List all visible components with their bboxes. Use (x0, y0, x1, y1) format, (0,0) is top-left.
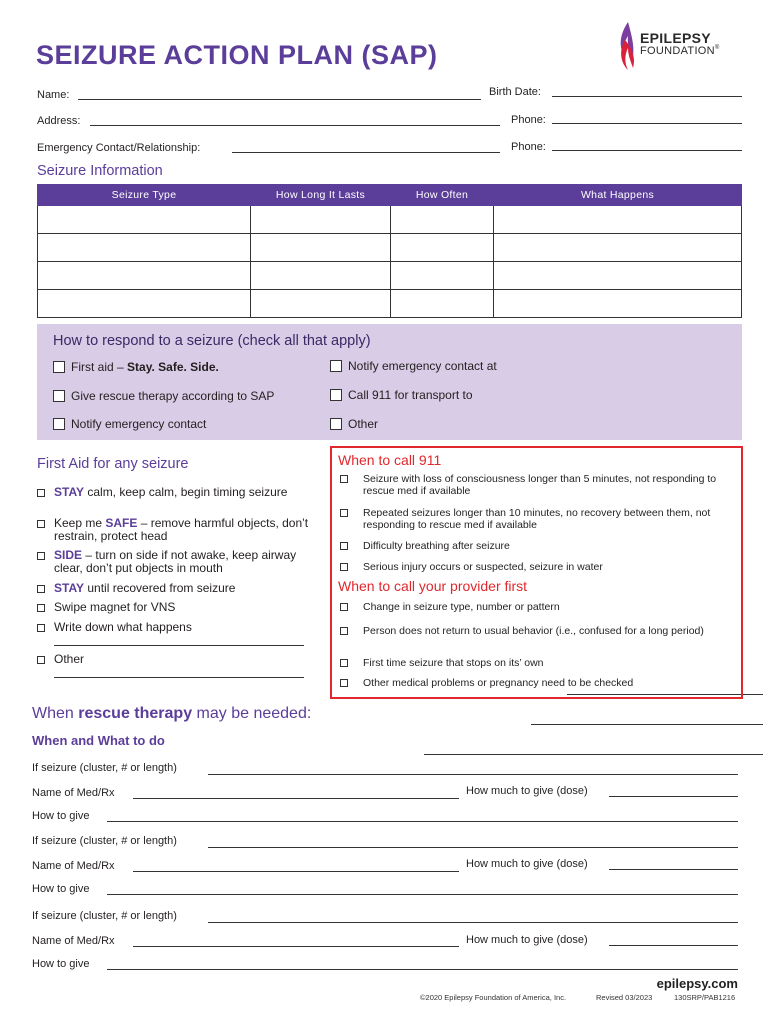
first-aid-item-text: calm, keep calm, begin timing seizure (84, 485, 288, 499)
checkbox[interactable] (340, 509, 348, 517)
respond-panel (37, 324, 742, 440)
table-cell[interactable] (38, 234, 251, 262)
first-aid-item-text: Write down what happens (54, 620, 192, 634)
write-down-field[interactable] (54, 645, 304, 646)
col-how-often: How Often (391, 185, 494, 206)
logo-trademark: ® (714, 45, 720, 51)
table-cell[interactable] (391, 290, 494, 318)
birth-date-field[interactable] (552, 96, 742, 97)
med-name-field[interactable] (133, 798, 459, 799)
call-provider-heading: When to call your provider first (338, 578, 528, 594)
seizure-info-heading: Seizure Information (37, 163, 163, 179)
respond-call-911[interactable] (330, 388, 473, 402)
respond-first-aid-label (71, 360, 219, 374)
respond-other-label: Other (348, 417, 379, 431)
respond-other-field[interactable] (424, 754, 763, 755)
address-field[interactable] (90, 125, 500, 126)
respond-call-911-label: Call 911 for transport to (348, 388, 473, 402)
respond-rescue-label: Give rescue therapy according to SAP (71, 389, 275, 403)
first-aid-other-field[interactable] (54, 677, 304, 678)
call-provider-item-text: First time seizure that stops on its’ own (363, 657, 544, 669)
table-cell[interactable] (38, 290, 251, 318)
first-aid-item-text: until recovered from seizure (84, 581, 236, 595)
checkbox[interactable] (340, 679, 348, 687)
logo-subtitle-text: FOUNDATION (640, 45, 715, 57)
table-cell[interactable] (391, 262, 494, 290)
respond-notify[interactable] (53, 417, 206, 431)
checkbox[interactable] (37, 604, 45, 612)
med-name-field[interactable] (133, 871, 459, 872)
table-row (38, 206, 742, 234)
table-cell[interactable] (251, 234, 391, 262)
rescue-heading-suffix: may be needed: (192, 705, 312, 722)
if-seizure-field[interactable] (208, 847, 738, 848)
table-cell[interactable] (251, 206, 391, 234)
checkbox[interactable] (340, 659, 348, 667)
emergency-phone-field[interactable] (552, 150, 742, 151)
call-provider-item-text: Other medical problems or pregnancy need to be checked (363, 677, 634, 689)
col-how-long: How Long It Lasts (251, 185, 391, 206)
respond-notify-label: Notify emergency contact (71, 417, 207, 431)
checkbox[interactable] (37, 656, 45, 664)
table-cell[interactable] (494, 234, 742, 262)
table-cell[interactable] (251, 290, 391, 318)
med-name-label: Name of Med/Rx (32, 860, 115, 872)
address-label: Address: (37, 115, 81, 127)
checkbox[interactable] (37, 520, 45, 528)
med-name-label: Name of Med/Rx (32, 935, 115, 947)
if-seizure-label: If seizure (cluster, # or length) (32, 835, 177, 847)
checkbox[interactable] (37, 585, 45, 593)
table-row (38, 290, 742, 318)
phone-label: Phone: (511, 114, 546, 126)
if-seizure-field[interactable] (208, 774, 738, 775)
dose-label: How much to give (dose) (466, 934, 588, 946)
table-cell[interactable] (251, 262, 391, 290)
emergency-contact-label: Emergency Contact/Relationship: (37, 142, 201, 154)
first-aid-item-text: – turn on side if not awake, keep airway clear, don’t put objects in mouth (54, 548, 297, 575)
call-911-item-text: Seizure with loss of consciousness longer than 5 minutes, not responding to rescue med if available (363, 473, 717, 497)
checkbox[interactable] (37, 624, 45, 632)
rescue-heading-prefix: When (32, 705, 79, 722)
first-aid-item-text: Other (54, 652, 85, 666)
dose-field[interactable] (609, 945, 738, 946)
table-cell[interactable] (391, 234, 494, 262)
checkbox[interactable] (53, 418, 65, 430)
checkbox[interactable] (340, 563, 348, 571)
med-name-label: Name of Med/Rx (32, 787, 115, 799)
call-911-item-text: Repeated seizures longer than 10 minutes, no recovery between them, not responding to rescue med if available (363, 507, 711, 531)
checkbox[interactable] (53, 390, 65, 402)
respond-first-aid[interactable] (53, 360, 219, 374)
how-to-give-field[interactable] (107, 969, 738, 970)
checkbox[interactable] (340, 603, 348, 611)
name-label: Name: (37, 89, 70, 101)
checkbox[interactable] (330, 389, 342, 401)
footer-copyright: ©2020 Epilepsy Foundation of America, Inc. (420, 993, 567, 1002)
how-to-give-label: How to give (32, 958, 90, 970)
respond-notify-at-label: Notify emergency contact at (348, 359, 497, 373)
table-cell[interactable] (38, 206, 251, 234)
first-aid-item-text: – remove harmful objects, don’t restrain, protect head (54, 516, 309, 543)
first-aid-bold: Stay. Safe. Side. (127, 360, 219, 374)
how-to-give-label: How to give (32, 810, 90, 822)
footer-code: 130SRP/PAB1216 (674, 993, 736, 1002)
checkbox[interactable] (37, 489, 45, 497)
first-aid-item-bold: SAFE (105, 516, 138, 530)
call-911-field[interactable] (531, 724, 763, 725)
how-to-give-label: How to give (32, 883, 90, 895)
first-aid-heading: First Aid for any seizure (37, 456, 189, 472)
respond-rescue-therapy[interactable] (53, 389, 274, 403)
dose-label: How much to give (dose) (466, 858, 588, 870)
table-cell[interactable] (38, 262, 251, 290)
birth-date-label: Birth Date: (489, 86, 541, 98)
first-aid-item-prefix: Keep me (54, 516, 106, 530)
col-seizure-type: Seizure Type (38, 185, 251, 206)
call-911-item-text: Difficulty breathing after seizure (363, 540, 510, 552)
respond-heading: How to respond to a seizure (check all that apply) (53, 333, 371, 349)
respond-notify-at[interactable] (330, 359, 497, 373)
footer-revised: Revised 03/2023 (596, 993, 653, 1002)
first-aid-item-bold: STAY (54, 485, 85, 499)
if-seizure-label: If seizure (cluster, # or length) (32, 762, 177, 774)
checkbox[interactable] (340, 627, 348, 635)
med-name-field[interactable] (133, 946, 459, 947)
emergency-contact-field[interactable] (232, 152, 500, 153)
checkbox[interactable] (330, 418, 342, 430)
first-aid-item-bold: SIDE (54, 548, 83, 562)
if-seizure-field[interactable] (208, 922, 738, 923)
how-to-give-field[interactable] (107, 821, 738, 822)
how-to-give-field[interactable] (107, 894, 738, 895)
epilepsy-foundation-logo (616, 20, 740, 76)
dose-label: How much to give (dose) (466, 785, 588, 797)
dose-field[interactable] (609, 796, 738, 797)
page-title: SEIZURE ACTION PLAN (SAP) (36, 40, 438, 70)
if-seizure-label: If seizure (cluster, # or length) (32, 910, 177, 922)
checkbox[interactable] (53, 361, 65, 373)
col-what-happens: What Happens (494, 185, 742, 206)
emergency-phone-label: Phone: (511, 141, 546, 153)
table-cell[interactable] (494, 290, 742, 318)
first-aid-item-text: Swipe magnet for VNS (54, 600, 176, 614)
footer-url[interactable]: epilepsy.com (656, 976, 738, 991)
call-provider-item-text: Change in seizure type, number or pattern (363, 601, 560, 613)
rescue-subheading: When and What to do (32, 733, 165, 748)
table-cell[interactable] (494, 206, 742, 234)
call-911-heading: When to call 911 (338, 452, 442, 468)
table-cell[interactable] (391, 206, 494, 234)
checkbox[interactable] (340, 542, 348, 550)
name-field[interactable] (78, 99, 481, 100)
checkbox[interactable] (37, 552, 45, 560)
logo-subtitle (640, 45, 720, 57)
call-911-item-text: Serious injury occurs or suspected, seizure in water (363, 561, 603, 573)
table-row (38, 234, 742, 262)
logo-wordmark: EPILEPSY (640, 30, 711, 46)
dose-field[interactable] (609, 869, 738, 870)
checkbox[interactable] (330, 360, 342, 372)
first-aid-item-bold: STAY (54, 581, 85, 595)
rescue-heading (32, 705, 311, 723)
table-row (38, 262, 742, 290)
seizure-info-table (37, 184, 742, 318)
first-aid-prefix: First aid – (71, 360, 128, 374)
checkbox[interactable] (340, 475, 348, 483)
flame-icon (616, 20, 638, 76)
respond-other[interactable] (330, 417, 378, 431)
table-cell[interactable] (494, 262, 742, 290)
phone-field[interactable] (552, 123, 742, 124)
rescue-heading-bold: rescue therapy (78, 705, 193, 722)
call-provider-item-text: Person does not return to usual behavior (i.e., confused for a long period) (363, 625, 704, 637)
